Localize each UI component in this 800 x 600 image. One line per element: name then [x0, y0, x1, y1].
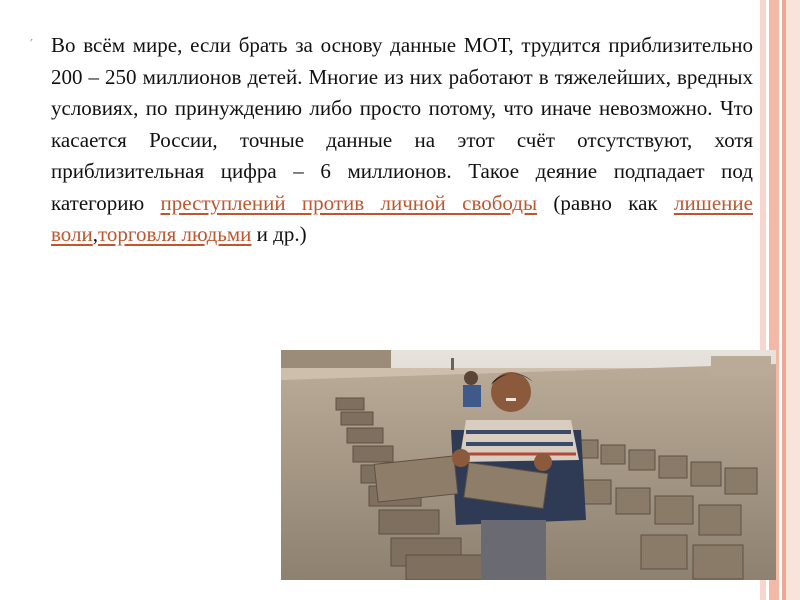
paragraph-text: и др.) [251, 222, 307, 246]
slide-content [30, 30, 760, 272]
link-crimes-against-personal-freedom[interactable]: преступлений против личной свободы [160, 190, 538, 215]
paragraph-text: , [92, 222, 98, 246]
body-paragraph [51, 30, 753, 251]
child-labor-photo [281, 350, 776, 580]
paragraph-text: (равно как [537, 190, 674, 215]
link-human-trafficking[interactable]: торговля людьми [97, 222, 252, 246]
link-deprivation-of-liberty[interactable]: лишение воли [51, 190, 753, 246]
paragraph-text: Во всём мире, если брать за основу данные МОТ, трудится приблизительно 200 – 250 миллионов детей. Многие из них работают в тяжелейших, вредных условиях, по принуждению либо просто потому, что иначе невозможно. Что касается России, точные данные на этот счёт отсутствуют, хотя приблизительная цифра – 6 миллионов. Такое деяние подпадает под категорию [51, 33, 753, 215]
bullet-icon: ′ [30, 38, 33, 53]
